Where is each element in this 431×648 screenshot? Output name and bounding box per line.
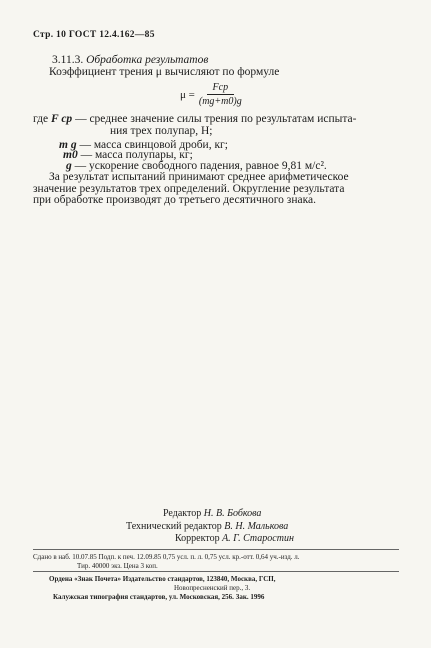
friction-formula bbox=[180, 82, 242, 107]
definition-symbol: m g bbox=[59, 139, 77, 151]
section-title: Обработка результатов bbox=[86, 54, 209, 66]
divider bbox=[33, 549, 399, 550]
publisher-line: Ордена «Знак Почета» Издательство стандартов, 123840, Москва, ГСП, bbox=[49, 575, 276, 583]
printer-line: Калужская типография стандартов, ул. Московская, 256. Зак. 1996 bbox=[53, 593, 265, 601]
definition-text: — масса свинцовой дроби, кг; bbox=[79, 139, 228, 151]
page-header: Стр. 10 ГОСТ 12.4.162—85 bbox=[33, 30, 155, 40]
editor-role: Корректор bbox=[175, 533, 220, 544]
tech-editor-line bbox=[126, 521, 288, 532]
publisher-address: Новопресненский пер., 3. bbox=[174, 584, 251, 592]
definition-symbol: F ср bbox=[50, 113, 73, 125]
definition-symbol: g bbox=[66, 160, 72, 172]
definition-continuation: ния трех полупар, Н; bbox=[110, 125, 213, 137]
paragraph-line: при обработке производят до третьего десятичного знака. bbox=[33, 194, 316, 206]
definition-symbol: m0 bbox=[63, 149, 78, 161]
definition-text: — масса полупары, кг; bbox=[80, 149, 193, 161]
imprint-line: Сдано в наб. 10.07.85 Подп. к печ. 12.09.85 0,75 усл. п. л. 0,75 усл. кр.-отт. 0,64 уч.-изд. л. bbox=[33, 553, 300, 561]
proofreader-line bbox=[175, 533, 294, 544]
section-number: 3.11.3. bbox=[52, 54, 84, 66]
editor-name: Н. В. Бобкова bbox=[203, 508, 262, 519]
section-heading bbox=[52, 54, 208, 66]
definition-text: — среднее значение силы трения по результатам испыта- bbox=[75, 113, 357, 125]
imprint-line: Тир. 40000 экз. Цена 3 коп. bbox=[77, 562, 158, 570]
editor-name: В. Н. Малькова bbox=[224, 521, 289, 532]
divider bbox=[33, 571, 399, 572]
editor-line bbox=[163, 508, 261, 519]
formula-fraction bbox=[199, 82, 242, 107]
intro-line: Коэффициент трения μ вычисляют по формуле bbox=[49, 66, 280, 78]
editor-role: Редактор bbox=[163, 508, 202, 519]
formula-numerator: Fср bbox=[207, 82, 235, 95]
definition-text: — ускорение свободного падения, равное 9,81 м/с². bbox=[74, 160, 327, 172]
paragraph-line: значение результатов трех определений. Округление результата bbox=[33, 183, 345, 195]
editor-role: Технический редактор bbox=[126, 521, 222, 532]
formula-denominator: (mg+m0)g bbox=[198, 96, 242, 107]
editor-name: А. Г. Старостин bbox=[222, 533, 294, 544]
formula-lhs: μ = bbox=[180, 88, 195, 101]
definition-row-force bbox=[33, 113, 356, 125]
paragraph-line: За результат испытаний принимают среднее арифметическое bbox=[49, 171, 349, 183]
definition-prefix: где bbox=[33, 113, 49, 125]
